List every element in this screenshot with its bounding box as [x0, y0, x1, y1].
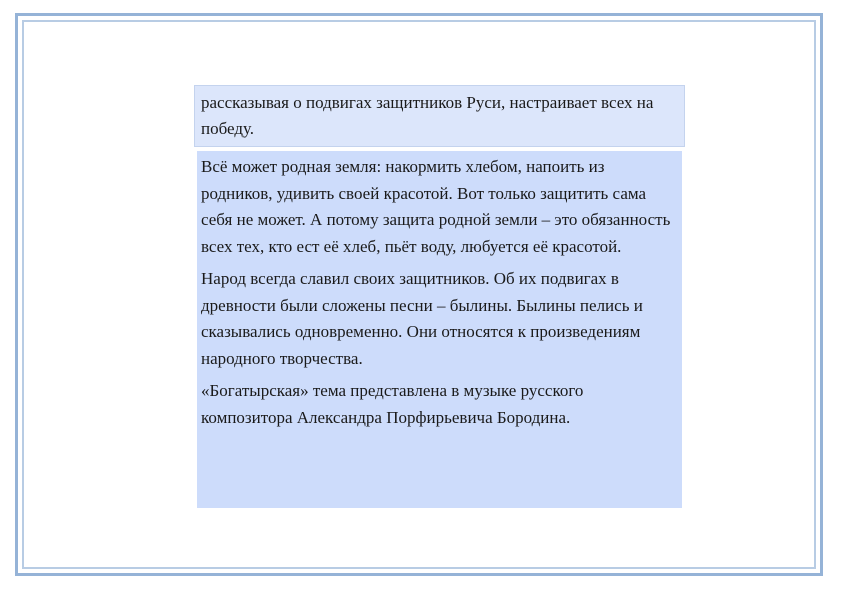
main-text-box — [197, 151, 682, 508]
caption-text: рассказывая о подвигах защитников Руси, настраивает всех на победу. — [201, 93, 654, 138]
paragraph-bylinas: Народ всегда славил своих защитников. Об их подвигах в древности были сложены песни – былины. Былины пелись и сказывались одновременно. Они относятся к произведениям народного творчества. — [201, 269, 643, 368]
caption-text-box — [194, 85, 685, 147]
paragraph-borodin: «Богатырская» тема представлена в музыке русского композитора Александра Порфирьевича Бородина. — [201, 381, 584, 427]
paragraph-homeland: Всё может родная земля: накормить хлебом, напоить из родников, удивить своей красотой. Вот только защитить сама себя не может. А потому защита родной земли – это обязанность всех тех, кто ест её хлеб, пьёт воду, любуется её красотой. — [201, 157, 671, 256]
